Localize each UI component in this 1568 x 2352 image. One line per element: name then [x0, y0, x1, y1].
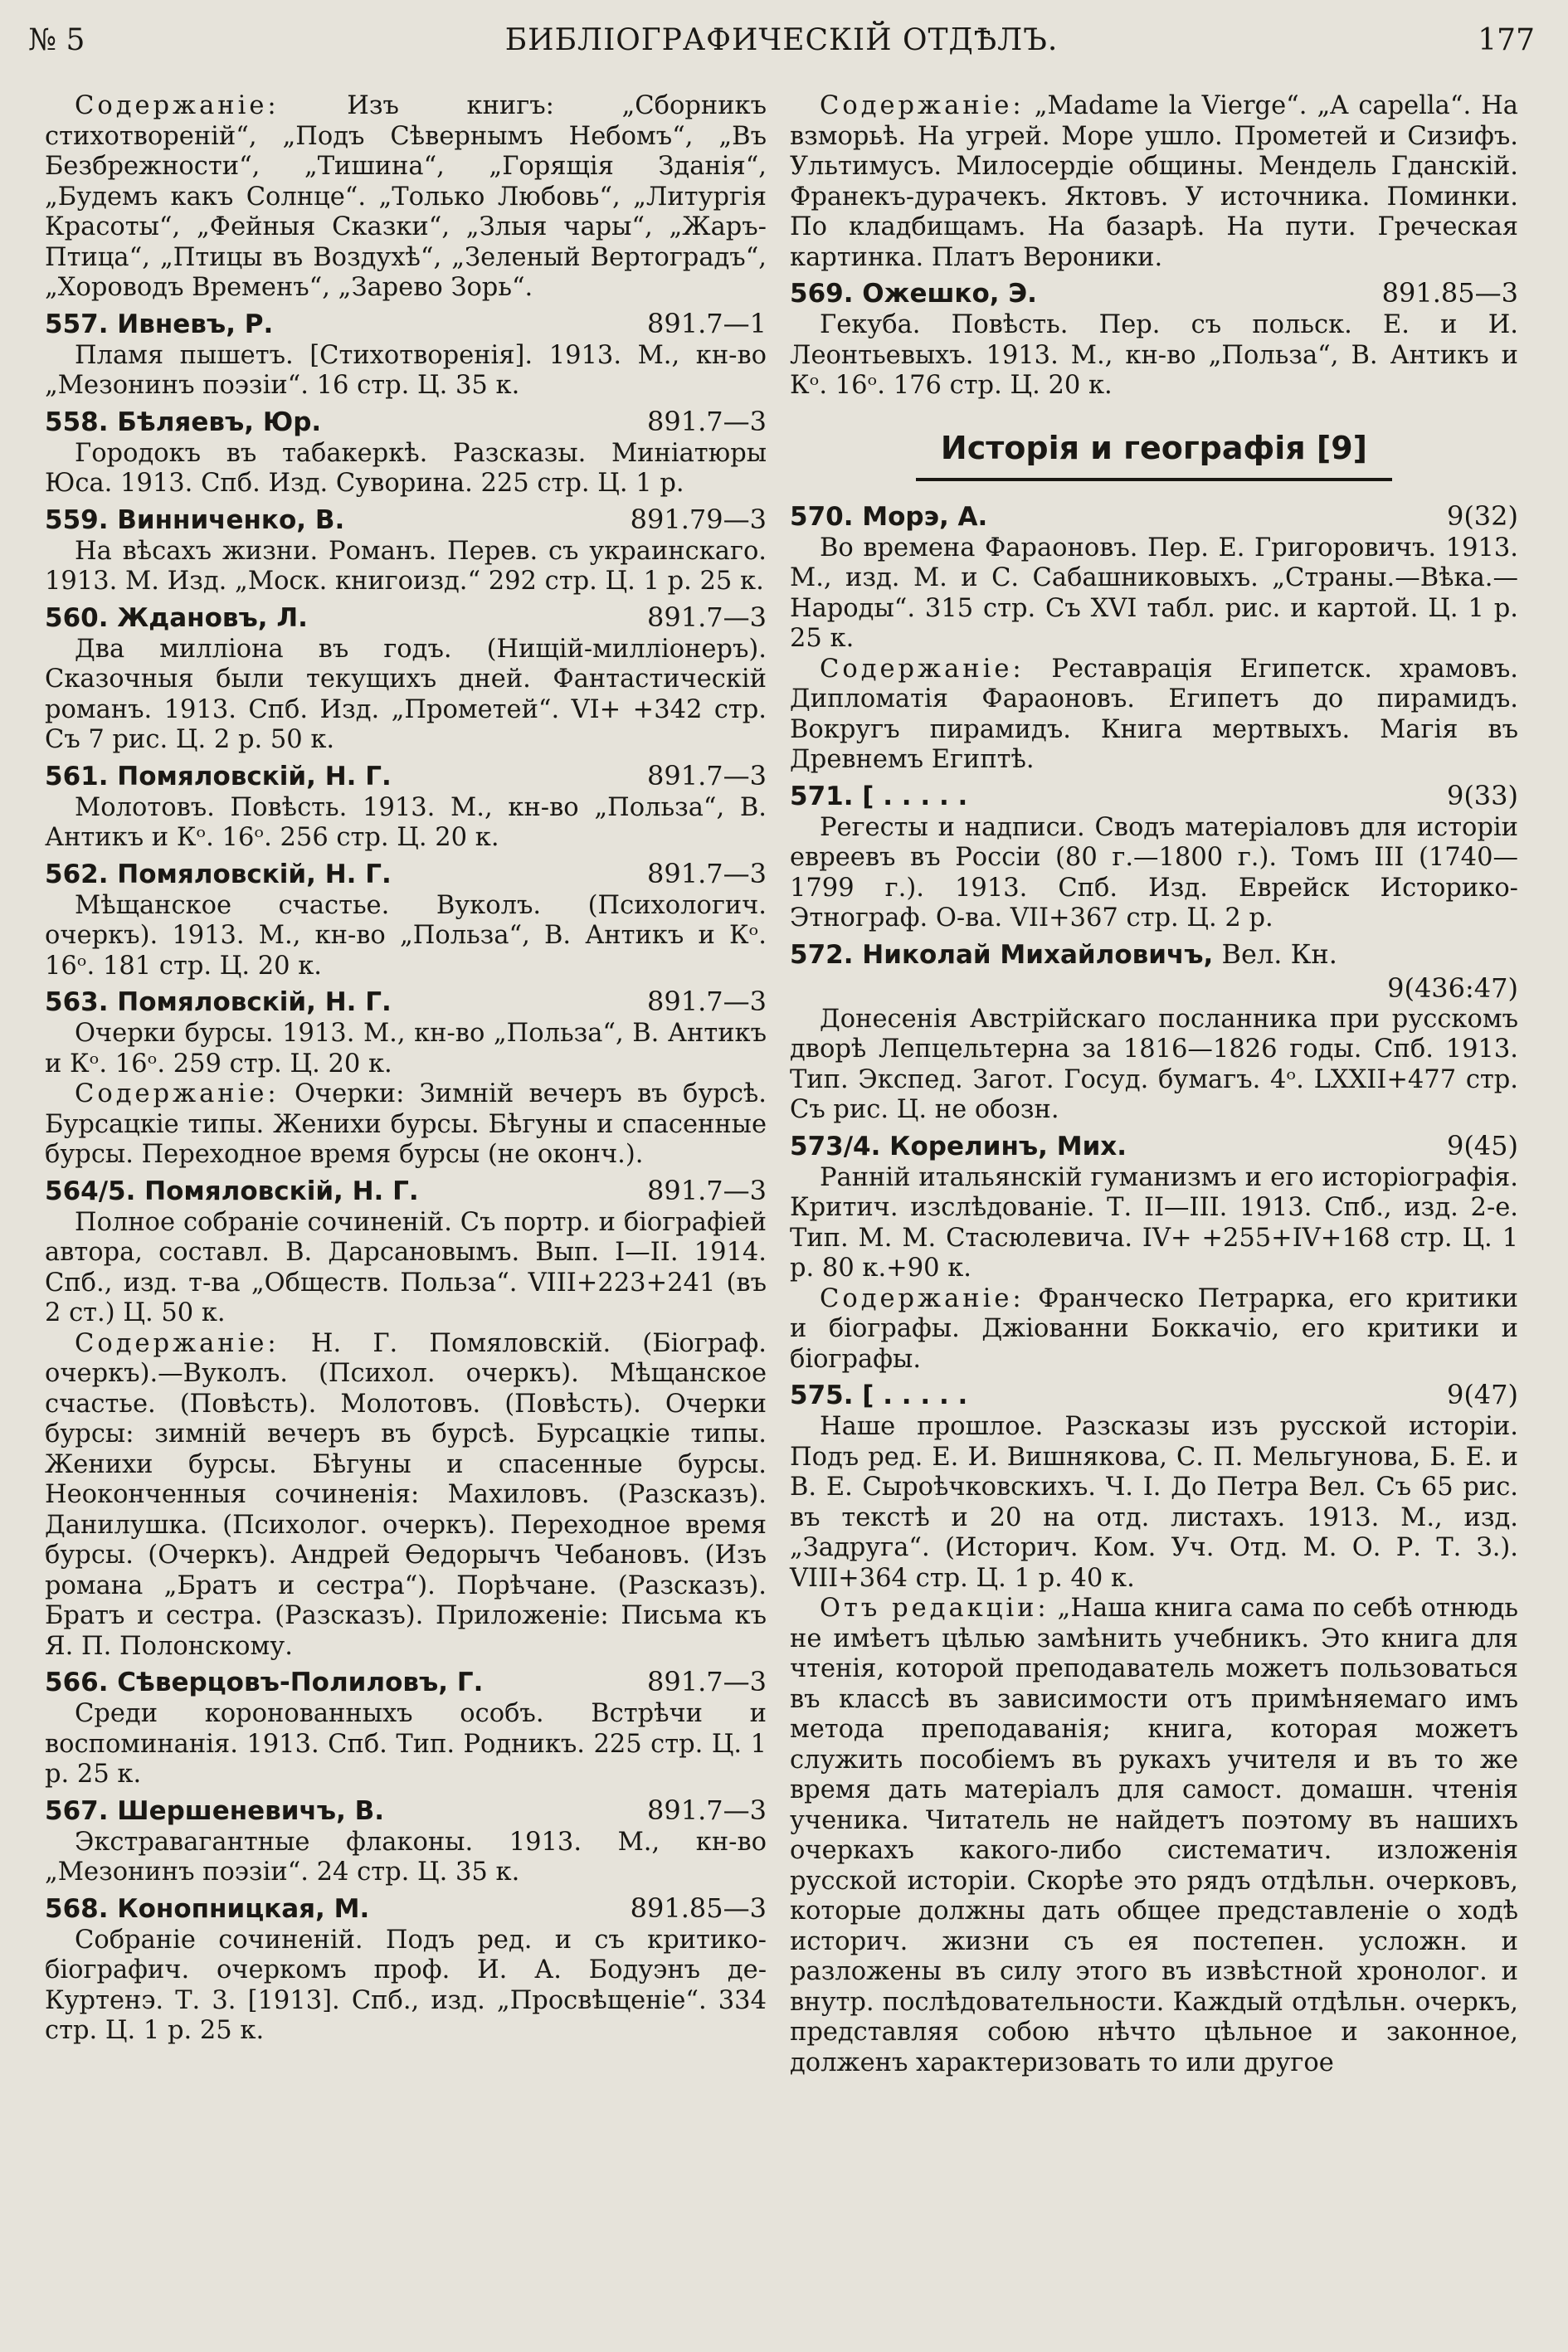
- entry-text: Гекуба. Повѣсть. Пер. съ польск. Е. и И. Леонтьевыхъ. 1913. М., кн-во „Польза“, В. Антикъ и Кᵒ. 16ᵒ. 176 стр. Ц. 20 к.: [790, 310, 1518, 400]
- entry-text: На вѣсахъ жизни. Романъ. Перев. съ украинскаго. 1913. М. Изд. „Моск. книгоизд.“ 292 стр. Ц. 1 р. 25 к.: [45, 536, 767, 596]
- section-heading-text: Исторія и географія [9]: [916, 426, 1392, 481]
- entry-class: 891.85—3: [1381, 277, 1518, 309]
- entry-note: Франческо Петрарка, его критики и біографы. Джіованни Боккачіо, его критики и біографы.: [790, 1283, 1518, 1374]
- entry-note-label: Содержаніе:: [820, 654, 1025, 684]
- entry-author: 569. Ожешко, Э.: [790, 279, 1037, 309]
- entry-author: 570. Морэ, А.: [790, 501, 988, 532]
- entry-note-label: Содержаніе:: [75, 1328, 280, 1358]
- entry-class: 891.7—3: [647, 405, 767, 437]
- entry-557: [45, 307, 767, 402]
- entry-558: [45, 405, 767, 499]
- entry-class: 891.7—3: [647, 1794, 767, 1826]
- entry-text: Собраніе сочиненій. Подъ ред. и съ критико-біографич. очеркомъ проф. И. А. Бодуэнъ де-Куртенэ. Т. 3. [1913]. Спб., изд. „Просвѣщеніе“. 334 стр. Ц. 1 р. 25 к.: [45, 1925, 767, 2045]
- entry-text: Донесенія Австрійскаго посланника при русскомъ дворѣ Лепцельтерна за 1816—1826 годы. Спб. 1913. Тип. Экспед. Загот. Госуд. бумагъ. 4ᵒ. LXXII+477 стр. Съ рис. Ц. не обозн.: [790, 1004, 1518, 1124]
- entry-572: [790, 937, 1518, 1126]
- entry-class: 891.7—3: [647, 986, 767, 1017]
- contents-text: „Madame la Vierge“. „A capella“. На взморьѣ. На угрей. Море ушло. Прометей и Сизифъ. Ультимусъ. Милосердіе общины. Мендель Гданскій. Франекъ-дурачекъ. Яктовъ. У источника. Поминки. По кладбищамъ. На базарѣ. На пути. Греческая картинка. Платъ Вероники.: [790, 91, 1518, 272]
- entry-author: 568. Конопницкая, М.: [45, 1893, 370, 1924]
- contents-text: Изъ книгъ: „Сборникъ стихотвореній“, „Подъ Сѣвернымъ Небомъ“, „Въ Безбрежности“, „Тишина“, „Горящія Зданія“, „Будемъ какъ Солнце“. „Только Любовь“, „Литургія Красоты“, „Фейныя Сказки“, „Злыя чары“, „Жаръ-Птица“, „Птицы въ Воздухѣ“, „Зеленый Вертоградъ“, „Хороводъ Временъ“, „Зарево Зорь“.: [45, 91, 767, 302]
- entry-class: 9(33): [1446, 779, 1518, 811]
- entry-570: [790, 499, 1518, 776]
- entry-note-label: Содержаніе:: [820, 1283, 1025, 1313]
- entry-text: Во времена Фараоновъ. Пер. Е. Григоровичъ. 1913. М., изд. М. и С. Сабашниковыхъ. „Страны.—Вѣка.—Народы“. 315 стр. Съ XVI табл. рис. и картой. Ц. 1 р. 25 к.: [790, 533, 1518, 653]
- entry-class: 891.7—3: [647, 601, 767, 633]
- entry-note-label: Отъ редакціи:: [820, 1594, 1049, 1623]
- entry-note: Очерки: Зимній вечеръ въ бурсѣ. Бурсацкіе типы. Женихи бурсы. Бѣгуны и спасенные бурсы. Переходное время бурсы (не оконч.).: [45, 1079, 767, 1169]
- left-column: [45, 91, 767, 2047]
- entry-text: Среди коронованныхъ особъ. Встрѣчи и воспоминанія. 1913. Спб. Тип. Родникъ. 225 стр. Ц. 1 р. 25 к.: [45, 1699, 767, 1789]
- entry-author: 558. Бѣляевъ, Юр.: [45, 407, 322, 437]
- entry-567: [45, 1794, 767, 1888]
- entry-text: Полное собраніе сочиненій. Съ портр. и біографіей автора, составл. В. Дарсановымъ. Вып. I—II. 1914. Спб., изд. т-ва „Обществ. Польза“. VIII+223+241 (въ 2 ст.) Ц. 50 к.: [45, 1207, 767, 1327]
- entry-author-title: Вел. Кн.: [1221, 937, 1337, 970]
- section-header-title: БИБЛІОГРАФИЧЕСКІЙ ОТДѢЛЪ.: [504, 23, 1059, 57]
- entry-author: 557. Ивневъ, Р.: [45, 309, 274, 339]
- entry-text: Ранній итальянскій гуманизмъ и его исторіографія. Критич. изслѣдованіе. Т. II—III. 1913. Спб., изд. 2-е. Тип. М. М. Стасюлевича. IV+ +255+IV+168 стр. Ц. 1 р. 80 к.+90 к.: [790, 1162, 1518, 1283]
- entry-566: [45, 1665, 767, 1790]
- entry-author: 571. [ . . . . .: [790, 781, 968, 811]
- entry-author: 560. Ждановъ, Л.: [45, 602, 308, 633]
- page-number: 177: [1478, 23, 1535, 57]
- entry-563: [45, 985, 767, 1171]
- entry-author: 562. Помяловскій, Н. Г.: [45, 859, 392, 889]
- running-header: [28, 12, 1535, 70]
- entry-class: 891.7—1: [647, 307, 767, 339]
- entry-author: 566. Сѣверцовъ-Полиловъ, Г.: [45, 1668, 484, 1697]
- entry-text: Городокъ въ табакеркѣ. Разсказы. Миніатюры Юса. 1913. Спб. Изд. Суворина. 225 стр. Ц. 1 р.: [45, 438, 767, 498]
- entry-class: 9(47): [1446, 1379, 1518, 1410]
- entry-564: [45, 1174, 767, 1663]
- entry-author: 575. [ . . . . .: [790, 1381, 968, 1410]
- entry-562: [45, 857, 767, 982]
- entry-571: [790, 779, 1518, 934]
- entry-note: Н. Г. Помяловскій. (Біограф. очеркъ).—Вуколъ. (Психол. очеркъ). Мѣщанское счастье. (Повѣсть). Молотовъ. (Повѣсть). Очерки бурсы: зимній вечеръ въ бурсѣ. Бурсацкіе типы. Женихи бурсы. Бѣгуны и спасенные бурсы. Неоконченныя сочиненія: Махиловъ. (Разсказъ). Данилушка. (Психолог. очеркъ). Переходное время бурсы. (Очеркъ). Андрей Ѳедорычъ Чебановъ. (Изъ романа „Братъ и сестра“). Порѣчане. (Разсказъ). Братъ и сестра. (Разсказъ). Приложеніе: Письма къ Я. П. Полонскому.: [45, 1328, 767, 1661]
- entry-text: Экстравагантные флаконы. 1913. М., кн-во „Мезонинъ поэзіи“. 24 стр. Ц. 35 к.: [45, 1827, 767, 1887]
- entry-class: 891.7—3: [647, 1666, 767, 1697]
- entry-568: [45, 1892, 767, 2047]
- entry-class: 891.79—3: [630, 503, 767, 535]
- contents-note: [790, 91, 1518, 273]
- entry-author: 572. Николай Михайловичъ,: [790, 939, 1214, 970]
- entry-text: Два милліона въ годъ. (Нищій-милліонеръ). Сказочныя были текущихъ дней. Фантастическій романъ. 1913. Спб. Изд. „Прометей“. VI+ +342 стр. Съ 7 рис. Ц. 2 р. 50 к.: [45, 634, 767, 754]
- entry-author: 563. Помяловскій, Н. Г.: [45, 987, 392, 1017]
- entry-class: 9(436:47): [1387, 971, 1518, 1004]
- entry-class: 891.7—3: [647, 759, 767, 791]
- entry-author: 573/4. Корелинъ, Мих.: [790, 1131, 1127, 1161]
- entry-author: 561. Помяловскій, Н. Г.: [45, 761, 392, 791]
- right-column: [790, 91, 1518, 2078]
- entry-573: [790, 1129, 1518, 1376]
- entry-text: Пламя пышетъ. [Стихотворенія]. 1913. М., кн-во „Мезонинъ поэзіи“. 16 стр. Ц. 35 к.: [45, 340, 767, 400]
- entry-class: 891.7—3: [647, 857, 767, 889]
- contents-note: [45, 91, 767, 304]
- entry-text: Наше прошлое. Разсказы изъ русской исторіи. Подъ ред. Е. И. Вишнякова, С. П. Мельгунова, Б. Е. и В. Е. Сыроѣчковскихъ. Ч. I. До Петра Вел. Съ 65 рис. въ текстѣ и 20 на отд. листахъ. 1913. М., изд. „Задруга“. (Историч. Ком. Уч. Отд. М. О. Р. Т. З.). VIII+364 стр. Ц. 1 р. 40 к.: [790, 1412, 1518, 1593]
- contents-label: Содержаніе:: [820, 91, 1025, 120]
- entry-text: Регесты и надписи. Сводъ матеріаловъ для исторіи евреевъ въ Россіи (80 г.—1800 г.). Томъ III (1740—1799 г.). 1913. Спб. Изд. Еврейск Историко-Этнограф. О-ва. VII+367 стр. Ц. 2 р.: [790, 812, 1518, 933]
- entry-575: [790, 1378, 1518, 2078]
- issue-number: № 5: [28, 23, 85, 57]
- entry-author: 567. Шершеневичъ, В.: [45, 1795, 385, 1826]
- entry-note: Реставрація Египетск. храмовъ. Дипломатія Фараоновъ. Египетъ до пирамидъ. Вокругъ пирамидъ. Книга мертвыхъ. Магія въ Древнемъ Египтѣ.: [790, 654, 1518, 774]
- entry-text: Очерки бурсы. 1913. М., кн-во „Польза“, В. Антикъ и Кᵒ. 16ᵒ. 259 стр. Ц. 20 к.: [45, 1019, 767, 1079]
- entry-note: „Наша книга сама по себѣ отнюдь не имѣетъ цѣлью замѣнить учебникъ. Это книга для чтенія, которой преподаватель можетъ пользоваться въ классѣ въ зависимости отъ примѣняемаго имъ метода преподаванія; книга, которая можетъ служить пособіемъ въ рукахъ учителя и въ то же время дать матеріалъ для самост. домашн. чтенія ученика. Читатель не найдетъ поэтому въ нашихъ очеркахъ какого-либо систематич. изложенія русской исторіи. Скорѣе это рядъ отдѣльн. очерковъ, которые должны дать общее представленіе о ходѣ историч. жизни съ ея постепен. усложн. и разложены въ силу этого въ извѣстной хронолог. и внутр. послѣдовательности. Каждый отдѣльн. очеркъ, представляя собою нѣчто цѣльное и законное, долженъ характеризовать то или другое: [790, 1594, 1518, 2077]
- entry-class: 891.85—3: [630, 1892, 767, 1924]
- entry-text: Мѣщанское счастье. Вуколъ. (Психологич. очеркъ). 1913. М., кн-во „Польза“, В. Антикъ и Кᵒ. 16ᵒ. 181 стр. Ц. 20 к.: [45, 890, 767, 981]
- entry-class: 9(32): [1446, 499, 1518, 532]
- entry-559: [45, 503, 767, 597]
- entry-author: 559. Винниченко, В.: [45, 504, 345, 535]
- entry-560: [45, 601, 767, 756]
- entry-note-label: Содержаніе:: [75, 1079, 280, 1108]
- entry-569: [790, 276, 1518, 402]
- entry-text: Молотовъ. Повѣсть. 1913. М., кн-во „Польза“, В. Антикъ и Кᵒ. 16ᵒ. 256 стр. Ц. 20 к.: [45, 792, 767, 852]
- contents-label: Содержаніе:: [75, 91, 280, 120]
- entry-561: [45, 759, 767, 854]
- entry-class: 891.7—3: [647, 1174, 767, 1206]
- entry-class: 9(45): [1446, 1129, 1518, 1161]
- section-heading: [790, 426, 1518, 481]
- entry-author: 564/5. Помяловскій, Н. Г.: [45, 1176, 419, 1206]
